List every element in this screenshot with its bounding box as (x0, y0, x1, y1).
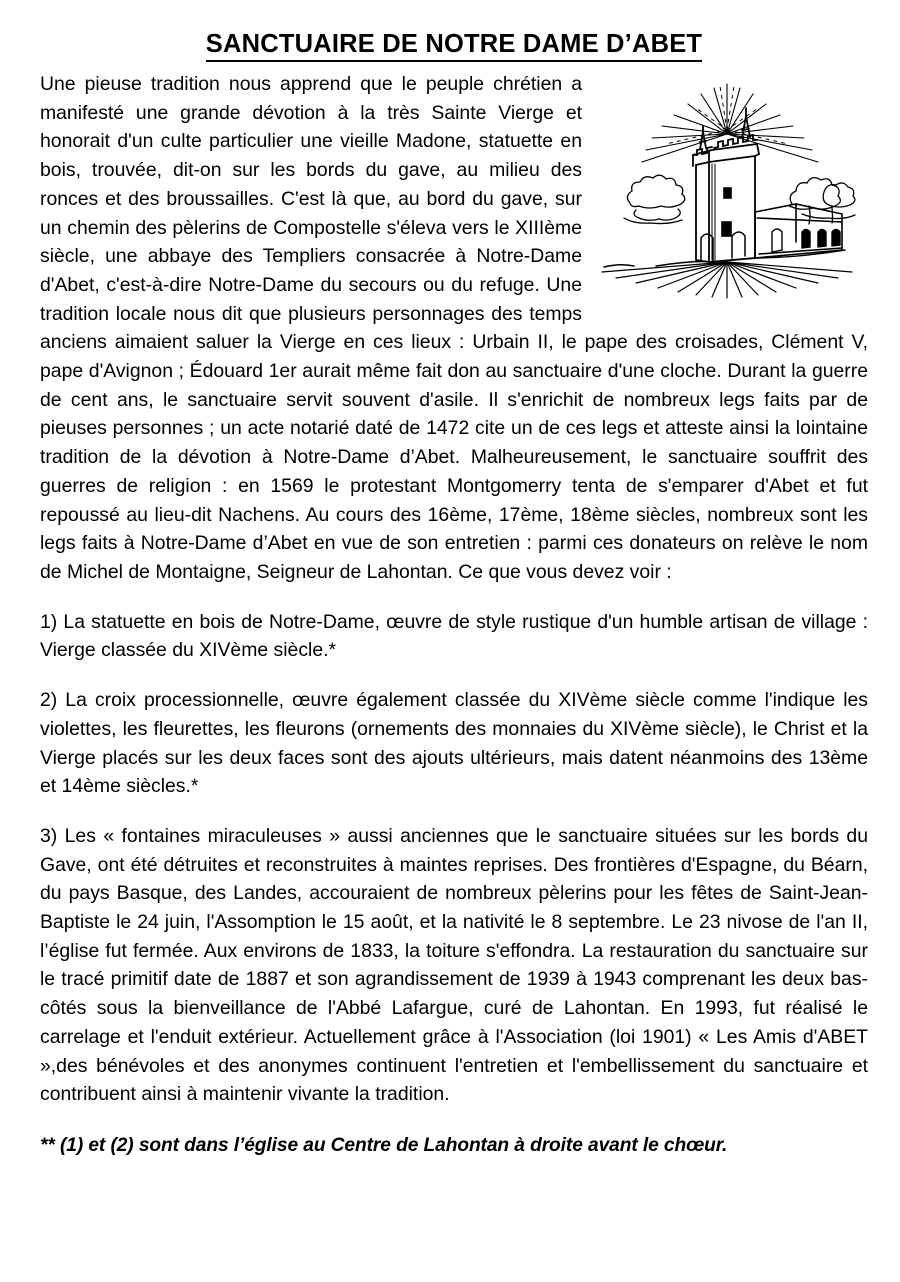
church-illustration (596, 82, 858, 300)
list-item-1: 1) La statuette en bois de Notre-Dame, œuvre de style rustique d'un humble artisan de village : Vierge classée du XIVème siècle.* (40, 610, 868, 662)
light-rays-icon (642, 84, 818, 162)
page-title (40, 0, 868, 62)
ground-rays-icon (602, 262, 852, 298)
tree-right-icon (789, 178, 855, 224)
intro-paragraph: Une pieuse tradition nous apprend que le peuple chrétien a manifesté une grande dévotion à la très Sainte Vierge et honorait d'un culte particulier une vieille Madone, statuette en bois, trouvée, dit-on sur les bords du gave, au milieu des ronces et des broussailles. C'est là que, au bord du gave, sur un chemin des pèlerins de Compostelle s'éleva vers le XIIIème siècle, une abbaye des Templiers consacrée à Notre-Dame d'Abet, c'est-à-dire Notre-Dame du secours ou du refuge. Une tradition locale nous dit que plusieurs personnages des temps anciens aimaient saluer la Vierge en ces lieux : Urbain II, le pape des croisades, Clément V, pape d'Avignon ; Édouard 1er aurait même fait don au sanctuaire d'une cloche. Durant la guerre de cent ans, le sanctuaire servit souvent d'asile. Il s'enrichit de nombreux legs faits par de pieuses personnes ; un acte notarié daté de 1472 cite un de ces legs et atteste ainsi la lointaine tradition de la dévotion à Notre-Dame d’Abet. Malheureusement, le sanctuaire souffrit des guerres de religion : en 1569 le protestant Montgomerry tenta de s'emparer d'Abet et fut repoussé au lieu-dit Nachens. Au cours des 16ème, 17ème, 18ème siècles, nombreux sont les legs faits à Notre-Dame d’Abet en vue de son entretien : parmi ces donateurs on relève le nom de Michel de Montaigne, Seigneur de Lahontan. Ce que vous devez voir : (40, 73, 868, 583)
list-item-2: 2) La croix processionnelle, œuvre également classée du XIVème siècle comme l'indique les violettes, les fleurettes, les fleurons (ornements des monnaies du XIVème siècle), le Christ et la Vierge placés sur les deux faces sont des ajouts ultérieurs, mais datent néanmoins des 13ème et 14ème siècles.* (40, 689, 868, 798)
footnote: ** (1) et (2) sont dans l’église au Centre de Lahontan à droite avant le chœur. (40, 1134, 728, 1156)
tree-left-icon (624, 175, 685, 223)
page-title-text: SANCTUAIRE DE NOTRE DAME D’ABET (206, 30, 702, 62)
list-item-3: 3) Les « fontaines miraculeuses » aussi anciennes que le sanctuaire situées sur les bords du Gave, ont été détruites et reconstruites à maintes reprises. Des frontières d'Espagne, du Béarn, du pays Basque, des Landes, accouraient de nombreux pèlerins pour les fêtes de Saint-Jean-Baptiste le 24 juin, l'Assomption le 15 août, et la nativité le 8 septembre. Le 23 nivose de l'an II, l’église fut fermée. Aux environs de 1833, la toiture s'effondra. La restauration du sanctuaire sur le tracé primitif date de 1887 et son agrandissement de 1939 à 1943 comprenant les deux bas-côtés sous la bienveillance de l'Abbé Lafargue, curé de Lahontan. En 1993, fut réalisé le carrelage et l'enduit extérieur. Actuellement grâce à l'Association (loi 1901) « Les Amis d'ABET »,des bénévoles et des anonymes continuent l'entretien et l'embellissement du sanctuaire et contribuent ainsi à maintenir vivante la tradition. (40, 824, 868, 1106)
church-nave (755, 204, 842, 258)
intro-section (40, 68, 868, 587)
